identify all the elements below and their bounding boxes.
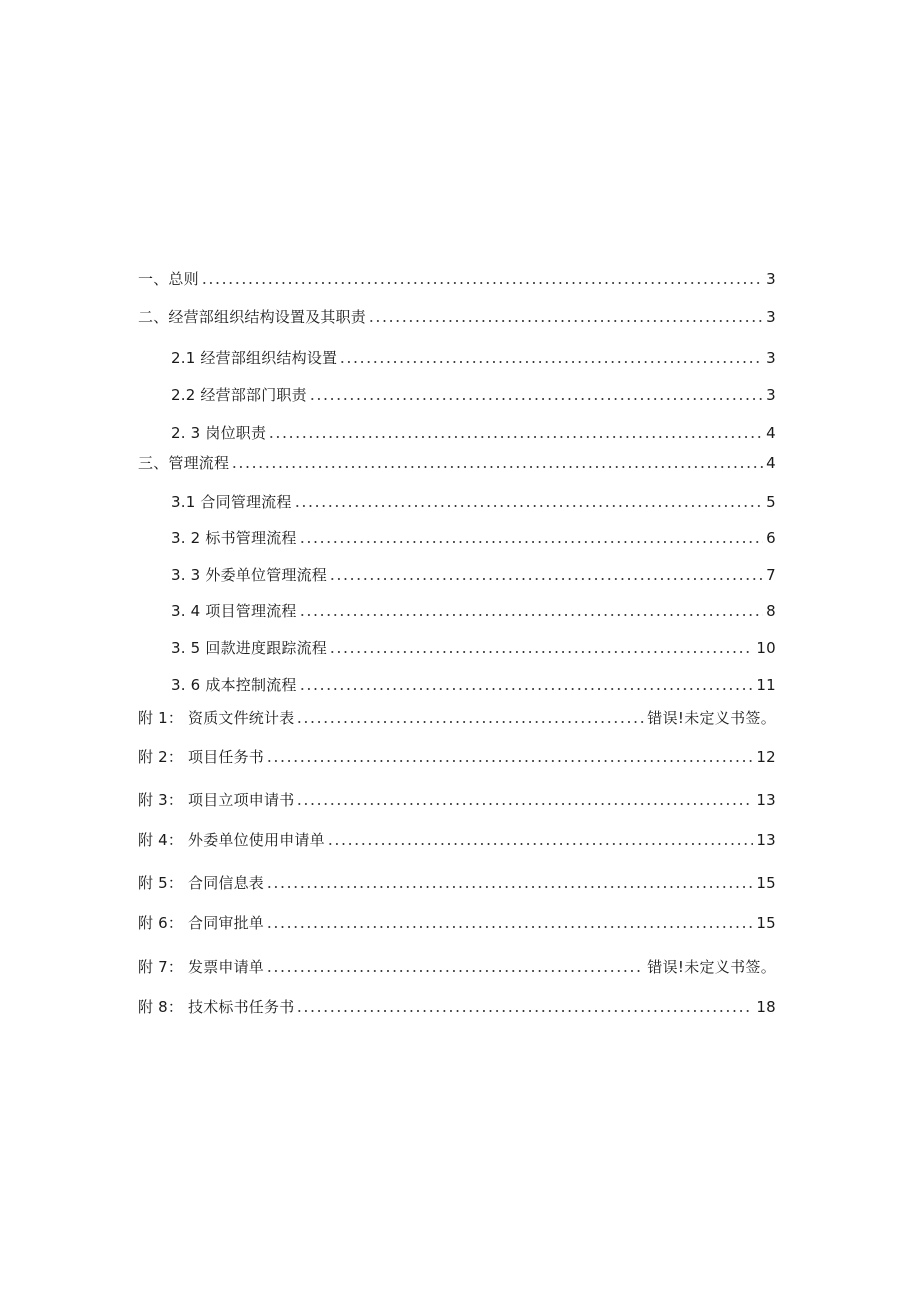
toc-label: 3. 2 标书管理流程 <box>171 529 297 547</box>
toc-page-number: 3 <box>766 270 776 288</box>
toc-label <box>138 790 294 810</box>
toc-label: 2. 3 岗位职责 <box>171 424 267 442</box>
toc-entry-2-2[interactable] <box>171 381 776 405</box>
toc-appendix-prefix: 附 8： <box>138 998 184 1016</box>
toc-appendix-prefix: 附 1： <box>138 709 184 727</box>
toc-entry-3-5[interactable] <box>171 634 776 658</box>
toc-appendix-title: 外委单位使用申请单 <box>188 831 325 849</box>
toc-page-number: 3 <box>766 308 776 326</box>
toc-label: 2.1 经营部组织结构设置 <box>171 349 338 367</box>
toc-page-number: 13 <box>756 791 776 809</box>
toc-appendix-prefix: 附 6： <box>138 914 184 932</box>
toc-page-number: 4 <box>766 454 776 472</box>
toc-label: 三、管理流程 <box>138 454 230 472</box>
toc-leader-dots <box>299 528 764 548</box>
toc-leader-dots <box>266 873 753 893</box>
toc-label <box>138 997 294 1017</box>
toc-page-number: 8 <box>766 602 776 620</box>
toc-leader-dots <box>201 269 763 289</box>
toc-label <box>138 873 264 893</box>
toc-page-number: 18 <box>756 998 776 1016</box>
toc-label: 二、经营部组织结构设置及其职责 <box>138 308 367 326</box>
toc-label: 3. 6 成本控制流程 <box>171 676 297 694</box>
toc-entry-3-3[interactable] <box>171 561 776 585</box>
toc-entry-3-1[interactable] <box>171 488 776 512</box>
toc-leader-dots <box>329 638 753 658</box>
toc-page-number: 6 <box>766 529 776 547</box>
toc-label: 3. 3 外委单位管理流程 <box>171 566 327 584</box>
toc-label <box>138 830 325 850</box>
toc-page-number: 15 <box>756 914 776 932</box>
toc-entry-appendix-6[interactable] <box>138 909 776 933</box>
toc-entry-2-1[interactable] <box>171 344 776 368</box>
toc-entry-org-structure[interactable] <box>138 303 776 327</box>
toc-label <box>138 747 264 767</box>
toc-appendix-title: 项目任务书 <box>188 748 265 766</box>
toc-appendix-prefix: 附 4： <box>138 831 184 849</box>
toc-appendix-title: 合同审批单 <box>188 914 265 932</box>
toc-leader-dots <box>327 830 754 850</box>
toc-label: 2.2 经营部部门职责 <box>171 386 307 404</box>
toc-leader-dots <box>299 675 754 695</box>
toc-page-number: 7 <box>766 566 776 584</box>
toc-page-number: 5 <box>766 493 776 511</box>
toc-leader-dots <box>329 565 763 585</box>
toc-entry-3-6[interactable] <box>171 671 776 695</box>
toc-entry-3-4[interactable] <box>171 597 776 621</box>
toc-entry-appendix-4[interactable] <box>138 826 776 850</box>
toc-entry-appendix-7[interactable] <box>138 953 776 977</box>
toc-leader-dots <box>296 708 644 728</box>
toc-leader-dots <box>268 423 763 443</box>
toc-appendix-prefix: 附 5： <box>138 874 184 892</box>
toc-entry-appendix-2[interactable] <box>138 743 776 767</box>
toc-leader-dots <box>231 453 763 473</box>
toc-appendix-title: 资质文件统计表 <box>188 709 295 727</box>
toc-entry-general[interactable] <box>138 265 776 289</box>
toc-leader-dots <box>296 790 753 810</box>
toc-page-number: 15 <box>756 874 776 892</box>
toc-leader-dots <box>309 385 763 405</box>
toc-leader-dots <box>296 997 753 1017</box>
toc-leader-dots <box>266 747 753 767</box>
toc-entry-appendix-8[interactable] <box>138 993 776 1017</box>
toc-entry-2-3[interactable] <box>171 419 776 443</box>
toc-leader-dots <box>294 492 764 512</box>
toc-leader-dots <box>339 348 763 368</box>
toc-appendix-prefix: 附 3： <box>138 791 184 809</box>
toc-leader-dots <box>266 913 753 933</box>
toc-appendix-prefix: 附 2： <box>138 748 184 766</box>
toc-appendix-title: 技术标书任务书 <box>188 998 295 1016</box>
toc-entry-management-process[interactable] <box>138 449 776 473</box>
toc-page-number: 3 <box>766 386 776 404</box>
toc-leader-dots <box>266 957 644 977</box>
toc-leader-dots <box>368 307 763 327</box>
toc-appendix-title: 发票申请单 <box>188 958 265 976</box>
toc-entry-appendix-3[interactable] <box>138 786 776 810</box>
toc-appendix-title: 项目立项申请书 <box>188 791 295 809</box>
toc-appendix-prefix: 附 7： <box>138 958 184 976</box>
toc-label <box>138 913 264 933</box>
toc-page-number: 4 <box>766 424 776 442</box>
toc-page-number: 3 <box>766 349 776 367</box>
toc-label: 3.1 合同管理流程 <box>171 493 292 511</box>
toc-label <box>138 957 264 977</box>
toc-page-number: 错误!未定义书签。 <box>647 958 776 976</box>
toc-label: 3. 5 回款进度跟踪流程 <box>171 639 327 657</box>
toc-page-number: 12 <box>756 748 776 766</box>
toc-entry-appendix-5[interactable] <box>138 869 776 893</box>
toc-leader-dots <box>299 601 764 621</box>
toc-page-number: 13 <box>756 831 776 849</box>
toc-page-number: 10 <box>756 639 776 657</box>
toc-label: 一、总则 <box>138 270 199 288</box>
toc-page-number: 错误!未定义书签。 <box>647 709 776 727</box>
toc-label <box>138 708 294 728</box>
toc-entry-3-2[interactable] <box>171 524 776 548</box>
toc-page-number: 11 <box>756 676 776 694</box>
toc-entry-appendix-1[interactable] <box>138 704 776 728</box>
toc-appendix-title: 合同信息表 <box>188 874 265 892</box>
toc-label: 3. 4 项目管理流程 <box>171 602 297 620</box>
